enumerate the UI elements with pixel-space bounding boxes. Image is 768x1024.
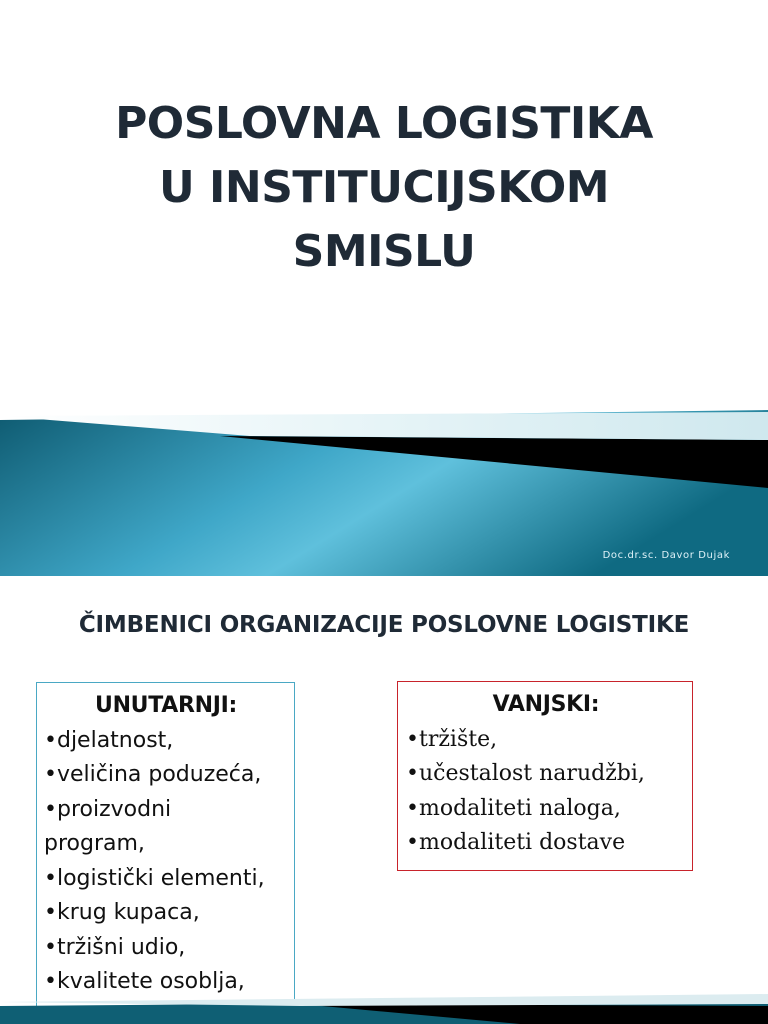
content-slide: [0, 576, 768, 1024]
internal-factors-title: UNUTARNJI:: [95, 693, 237, 718]
decorative-teal-band-bottom: [0, 986, 768, 1024]
external-factors-title: VANJSKI:: [492, 692, 600, 717]
author-credit: Doc.dr.sc. Davor Dujak: [602, 550, 730, 561]
list-item: •modaliteti naloga,: [406, 795, 621, 821]
internal-factors-box: [36, 682, 295, 1024]
list-item: •učestalost narudžbi,: [406, 761, 645, 786]
slide-heading: ČIMBENICI ORGANIZACIJE POSLOVNE LOGISTIKE: [78, 612, 690, 638]
slide-title-line-3: SMISLU: [292, 226, 476, 277]
slide-title: [0, 92, 768, 284]
slide-title-line-1: POSLOVNA LOGISTIKA: [115, 98, 653, 149]
list-item: •veličina poduzeća,: [44, 762, 262, 787]
slide-title-line-2: U INSTITUCIJSKOM: [158, 162, 610, 213]
external-factors-box: [397, 681, 693, 871]
list-item: •modaliteti dostave: [406, 830, 626, 855]
list-item: •kvalitete osoblja,: [44, 969, 245, 994]
list-item: •proizvodni program,: [44, 796, 172, 856]
list-item: •krug kupaca,: [44, 900, 200, 925]
list-item: •tržište,: [406, 726, 498, 752]
list-item: •djelatnost,: [44, 727, 174, 753]
external-factors-list: [406, 723, 686, 861]
list-item: •logistički elementi,: [44, 865, 265, 891]
internal-factors-list: [44, 724, 288, 1024]
list-item: •tržišni udio,: [44, 934, 186, 960]
